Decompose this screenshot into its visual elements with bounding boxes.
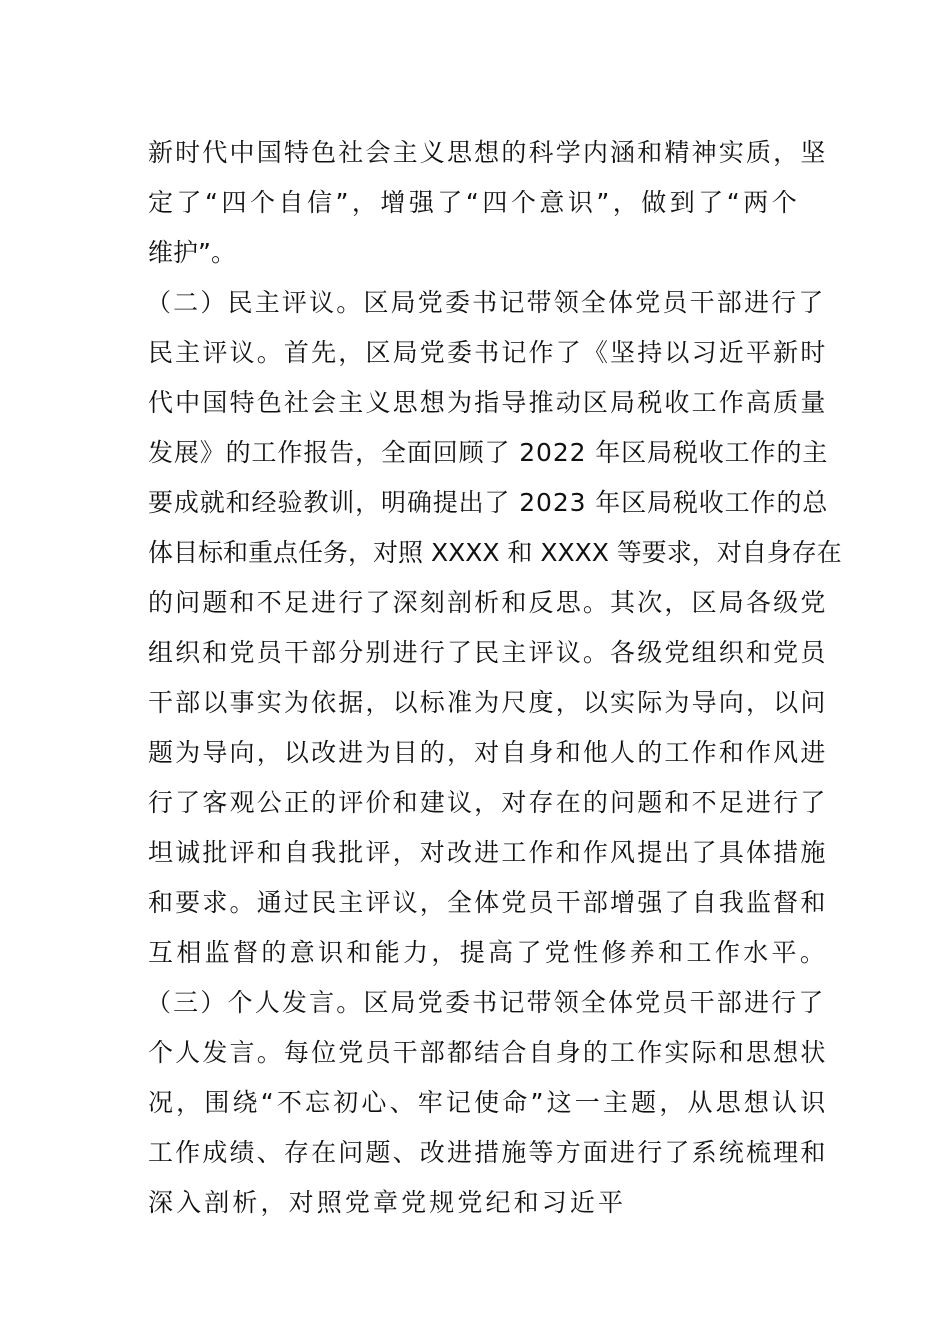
text-line: 题为导向，以改进为目的，对自身和他人的工作和作风进 [148, 738, 828, 767]
section-heading-line: （三）个人发言。区局党委书记带领全体党员干部进行了 [146, 988, 826, 1017]
text-line: 深入剖析，对照党章党规党纪和习近平 [148, 1188, 627, 1217]
text-line: 工作成绩、存在问题、改进措施等方面进行了系统梳理和 [148, 1138, 828, 1167]
text-line: 体目标和重点任务，对照 XXXX 和 XXXX 等要求，对自身存在 [148, 538, 842, 567]
text-line: 发展》的工作报告，全面回顾了 2022 年区局税收工作的主 [148, 438, 829, 467]
section-heading-line: （二）民主评议。区局党委书记带领全体党员干部进行了 [146, 288, 826, 317]
text-line: 和要求。通过民主评议，全体党员干部增强了自我监督和 [148, 888, 828, 917]
text-line: 的问题和不足进行了深刻剖析和反思。其次，区局各级党 [148, 588, 828, 617]
text-line: 维护”。 [148, 238, 236, 267]
text-line: 代中国特色社会主义思想为指导推动区局税收工作高质量 [148, 388, 828, 417]
text-line: 干部以事实为依据，以标准为尺度，以实际为导向，以问 [148, 688, 828, 717]
text-line: 个人发言。每位党员干部都结合自身的工作实际和思想状 [148, 1038, 828, 1067]
text-line: 组织和党员干部分别进行了民主评议。各级党组织和党员 [148, 638, 828, 667]
body-text [148, 128, 848, 1228]
text-line: 况，围绕“不忘初心、牢记使命”这一主题，从思想认识 [148, 1088, 829, 1117]
text-line: 坦诚批评和自我批评，对改进工作和作风提出了具体措施 [148, 838, 828, 867]
text-line: 行了客观公正的评价和建议，对存在的问题和不足进行了 [148, 788, 828, 817]
text-line: 定了“四个自信”，增强了“四个意识”，做到了“两个 [148, 188, 801, 217]
text-line: 要成就和经验教训，明确提出了 2023 年区局税收工作的总 [148, 488, 829, 517]
text-line: 互相监督的意识和能力，提高了党性修养和工作水平。 [148, 938, 829, 967]
text-line: 民主评议。首先，区局党委书记作了《坚持以习近平新时 [148, 338, 828, 367]
text-line: 新时代中国特色社会主义思想的科学内涵和精神实质，坚 [148, 138, 828, 167]
